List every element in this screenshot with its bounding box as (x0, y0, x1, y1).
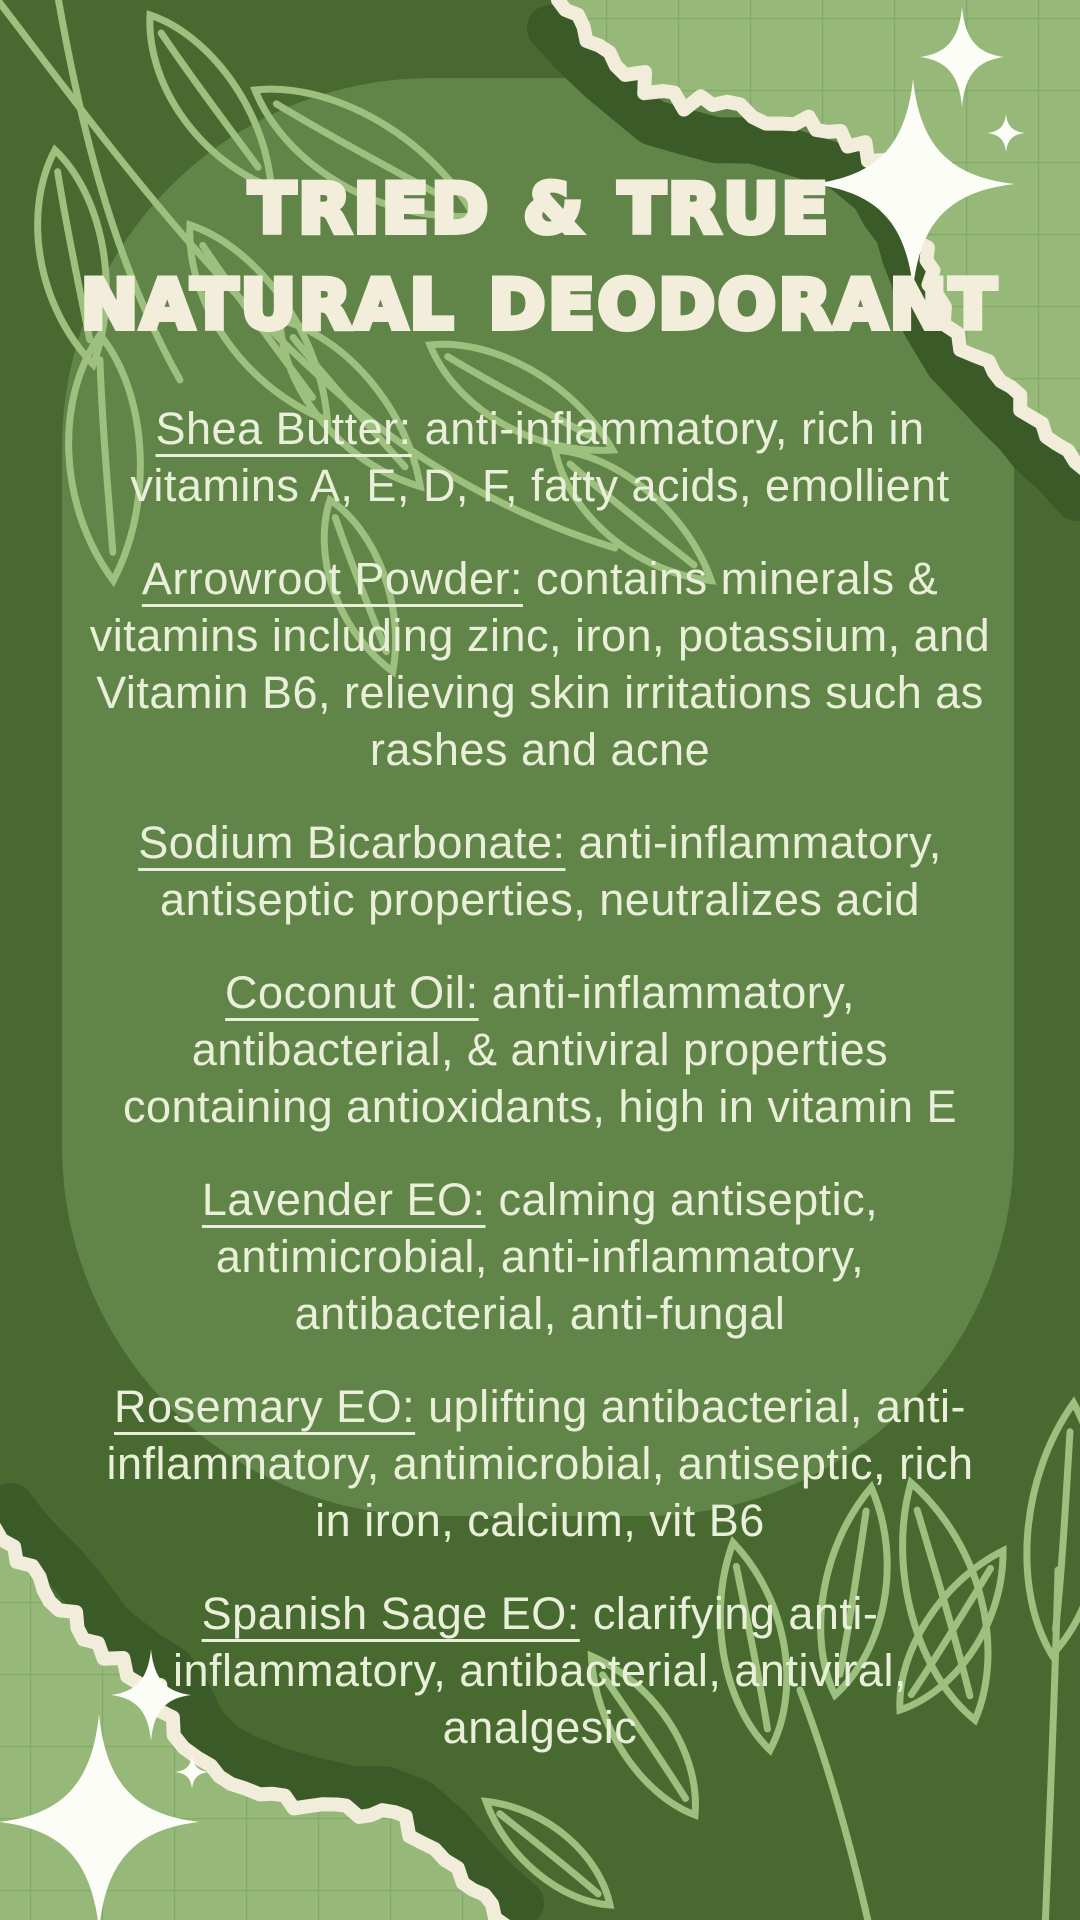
ingredient-paragraph (88, 400, 992, 514)
ingredient-name: Spanish Sage EO: (201, 1588, 580, 1639)
ingredient-description: clarifying anti-inflammatory, antibacterial, antiviral, analgesic (173, 1588, 907, 1753)
ingredient-name: Sodium Bicarbonate: (138, 817, 566, 868)
ingredient-description: calming antiseptic, antimicrobial, anti-inflammatory, antibacterial, anti-fungal (215, 1174, 879, 1339)
title-line-2: NATURAL DEODORANT (80, 266, 1000, 345)
ingredient-description: anti-inflammatory, antiseptic properties, neutralizes acid (160, 817, 942, 925)
ingredient-description: uplifting antibacterial, anti-inflammatory, antimicrobial, antiseptic, rich in iron, calcium, vit B6 (106, 1381, 974, 1546)
ingredient-description: anti-inflammatory, rich in vitamins A, E, D, F, fatty acids, emollient (130, 403, 950, 511)
ingredient-list (60, 400, 1020, 1756)
poster-title (60, 162, 1020, 354)
ingredient-name: Lavender EO: (201, 1174, 486, 1225)
title-line-1: TRIED & TRUE (248, 170, 831, 249)
ingredient-paragraph (88, 1171, 992, 1342)
ingredient-paragraph (88, 1378, 992, 1549)
poster-content (60, 162, 1020, 1792)
ingredient-name: Shea Butter: (155, 403, 412, 454)
ingredient-name: Arrowroot Powder: (141, 553, 523, 604)
ingredient-paragraph (88, 814, 992, 928)
ingredient-description: anti-inflammatory, antibacterial, & antiviral properties containing antioxidants, high in vitamin E (123, 967, 957, 1132)
ingredient-name: Coconut Oil: (225, 967, 479, 1018)
ingredient-paragraph (88, 550, 992, 778)
ingredient-description: contains minerals & vitamins including zinc, iron, potassium, and Vitamin B6, relieving skin irritations such as rashes and acne (89, 553, 991, 775)
ingredient-paragraph (88, 1585, 992, 1756)
ingredient-paragraph (88, 964, 992, 1135)
ingredient-name: Rosemary EO: (114, 1381, 416, 1432)
